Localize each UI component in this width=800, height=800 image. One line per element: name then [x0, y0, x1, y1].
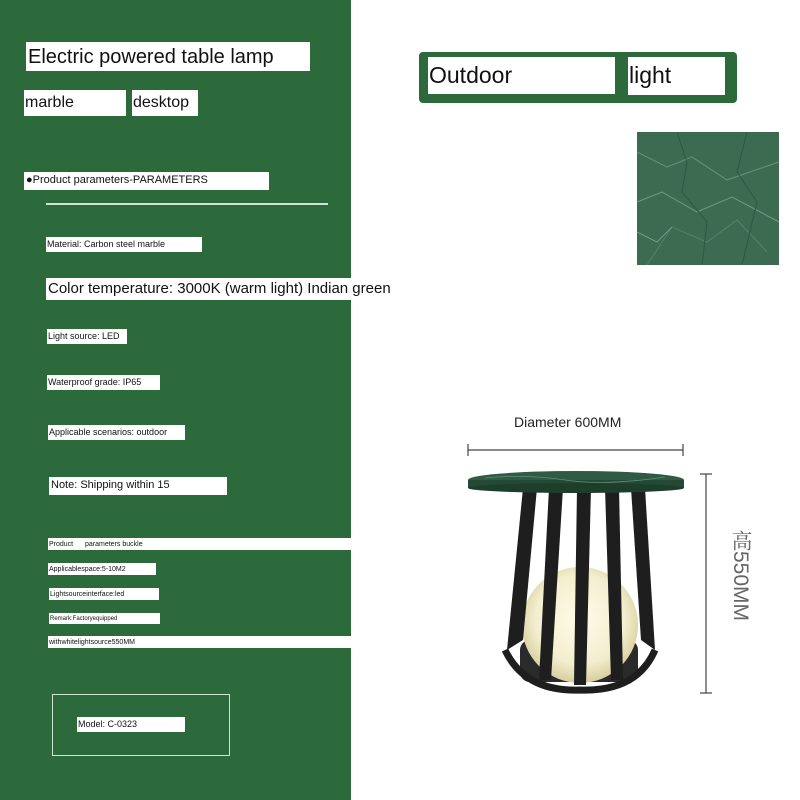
params-heading	[24, 172, 269, 190]
outdoor-word: Outdoor	[428, 57, 615, 94]
with-light-source-text: withwhitelightsource550MM	[48, 636, 351, 648]
diameter-label: Diameter 600MM	[514, 414, 622, 430]
applicable-space-text: Applicablespace:5-10M2	[48, 563, 156, 575]
bullet-icon: ●	[26, 174, 33, 186]
waterproof-text: Waterproof grade: IP65	[47, 375, 160, 390]
left-green-panel	[0, 0, 351, 800]
scenarios-text: Applicable scenarios: outdoor	[48, 425, 185, 440]
lamp-illustration-icon	[465, 440, 725, 700]
note-text: Note: Shipping within 15	[49, 477, 227, 495]
model-text: Model: C-0323	[77, 717, 185, 732]
divider	[46, 203, 328, 205]
height-label: 高550MM	[729, 530, 752, 622]
light-word: light	[628, 57, 725, 95]
subtitle-marble: marble	[24, 90, 126, 116]
material-text: Material: Carbon steel marble	[46, 237, 202, 252]
subtitle-desktop: desktop	[132, 90, 198, 116]
color-temperature-text: Color temperature: 3000K (warm light) Indian green	[46, 278, 406, 300]
light-source-text: Light source: LED	[47, 329, 127, 344]
remark-text: Remark:Factoryequipped	[49, 613, 160, 624]
params-heading-text: Product parameters-PARAMETERS	[32, 174, 208, 186]
product-params-buckle: parameters buckle	[84, 538, 351, 550]
page-title: Electric powered table lamp	[26, 42, 310, 71]
product-params-label: Product	[48, 538, 84, 550]
light-source-interface-text: Lightsourceinterface:led	[49, 588, 159, 600]
marble-swatch-icon	[637, 132, 779, 265]
